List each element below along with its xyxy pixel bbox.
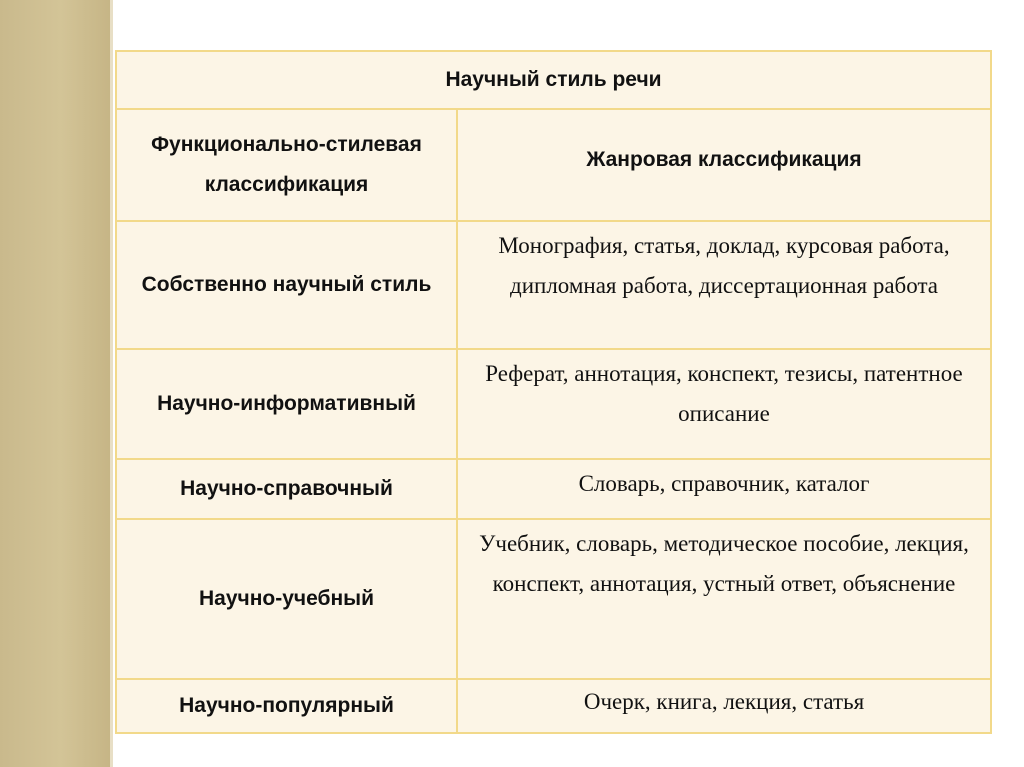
style-cell: Научно-информативный <box>116 349 457 459</box>
header-functional-style: Функционально-стилевая классификация <box>116 109 457 221</box>
classification-table-container <box>115 50 990 734</box>
header-genre: Жанровая классификация <box>457 109 991 221</box>
table-row <box>116 349 991 459</box>
classification-table <box>115 50 992 734</box>
genres-cell: Очерк, книга, лекция, статья <box>457 679 991 733</box>
table-row <box>116 519 991 679</box>
style-cell: Научно-учебный <box>116 519 457 679</box>
genres-cell: Реферат, аннотация, конспект, тезисы, патентное описание <box>457 349 991 459</box>
genres-cell: Монография, статья, доклад, курсовая работа, дипломная работа, диссертационная работа <box>457 221 991 349</box>
style-cell: Научно-популярный <box>116 679 457 733</box>
sidebar-edge <box>110 0 113 767</box>
table-row <box>116 679 991 733</box>
genres-cell: Словарь, справочник, каталог <box>457 459 991 519</box>
genres-cell: Учебник, словарь, методическое пособие, лекция, конспект, аннотация, устный ответ, объяснение <box>457 519 991 679</box>
style-cell: Научно-справочный <box>116 459 457 519</box>
table-title: Научный стиль речи <box>116 51 991 109</box>
table-title-row <box>116 51 991 109</box>
table-row <box>116 221 991 349</box>
table-row <box>116 459 991 519</box>
table-header-row <box>116 109 991 221</box>
decorative-sidebar <box>0 0 110 767</box>
style-cell: Собственно научный стиль <box>116 221 457 349</box>
